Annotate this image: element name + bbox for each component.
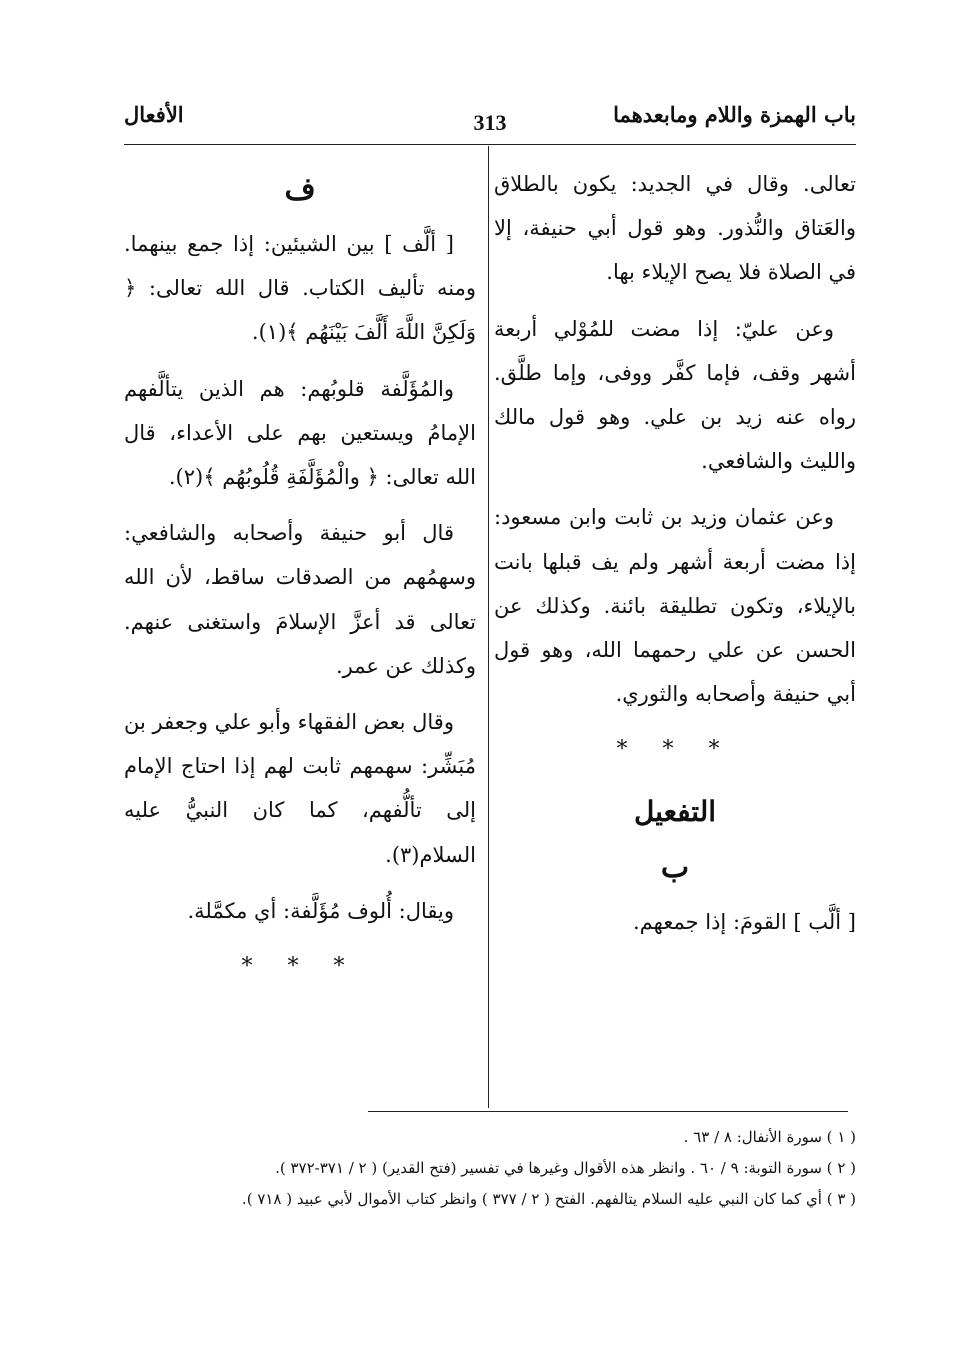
paragraph: قال أبو حنيفة وأصحابه والشافعي: وسهمُهم من الصدقات ساقط، لأن الله تعالى قد أعزَّ الإسلامَ واستغنى عنهم. وكذلك عن عمر. [124,521,476,678]
footnote: ( ٣ ) أي كما كان النبي عليه السلام يتالفهم. الفتح ( ٢ / ٣٧٧ ) وانظر كتاب الأموال لأبي عبيد ( ٧١٨ ). [241,1190,856,1208]
paragraph: تعالى. وقال في الجديد: يكون بالطلاق والعَتاق والنُّذور. وهو قول أبي حنيفة، إلا في الصلاة فلا يصح الإيلاء بها. [494,172,856,285]
letter-heading: ف [284,172,316,207]
footnote: ( ١ ) سورة الأنفال: ٨ / ٦٣ . [683,1128,856,1146]
paragraph: [ ألَّف ] بين الشيئين: إذا جمع بينهما. ومنه تأليف الكتاب. قال الله تعالى: ﴿ وَلَكِنَّ اللَّهَ أَلَّفَ بَيْنَهُم ﴾(١). [124,232,476,345]
section-separator: * * * [241,954,359,980]
section-title: التفعيل [633,795,717,829]
section-heading: الأفعال [124,102,184,127]
paragraph: وعن عليّ: إذا مضت للمُوْلي أربعة أشهر وقف، فإما كفَّر ووفى، وإما طلَّق. رواه عنه زيد بن علي. وهو قول مالك والليث والشافعي. [494,316,856,474]
column-divider [488,146,489,1108]
left-column [124,162,476,1005]
paragraph: وقال بعض الفقهاء وأبو علي وجعفر بن مُبَشِّر: سهمهم ثابت لهم إذا احتاج الإمام إلى تألُّفهم، كما كان النبيُّ عليه السلام(٣). [124,710,476,867]
paragraph: وعن عثمان وزيد بن ثابت وابن مسعود: إذا مضت أربعة أشهر ولم يف قبلها بانت بالإيلاء، وتكون تطليقة بائنة. وكذلك عن الحسن عن علي رحمهما الله، وهو قول أبي حنيفة وأصحابه والثوري. [494,505,856,707]
header-rule [124,144,856,145]
right-column [494,162,856,957]
chapter-title: باب الهمزة واللام ومابعدهما [613,102,856,127]
footnote: ( ٢ ) سورة التوبة: ٩ / ٦٠ . وانظر هذه الأقوال وغيرها في تفسير (فتح القدير) ( ٢ / ٣٧١-٣٧٢ ). [275,1159,856,1177]
page-number: 313 [473,110,507,135]
footnote-rule [368,1111,848,1112]
section-separator: * * * [616,737,734,763]
running-head [124,96,856,140]
footnotes [96,1122,856,1215]
paragraph: [ ألَّب ] القومَ: إذا جمعهم. [632,910,856,935]
paragraph: والمُؤَلَّفة قلوبُهم: هم الذين يتألَّفهم الإمامُ ويستعين بهم على الأعداء، قال الله تعالى: ﴿ والْمُؤَلَّفَةِ قُلُوبُهُم ﴾(٢). [124,376,476,490]
letter-heading: ب [660,850,690,886]
paragraph: ويقال: أُلوف مُؤَلَّفة: أي مكمَّلة. [187,898,454,923]
